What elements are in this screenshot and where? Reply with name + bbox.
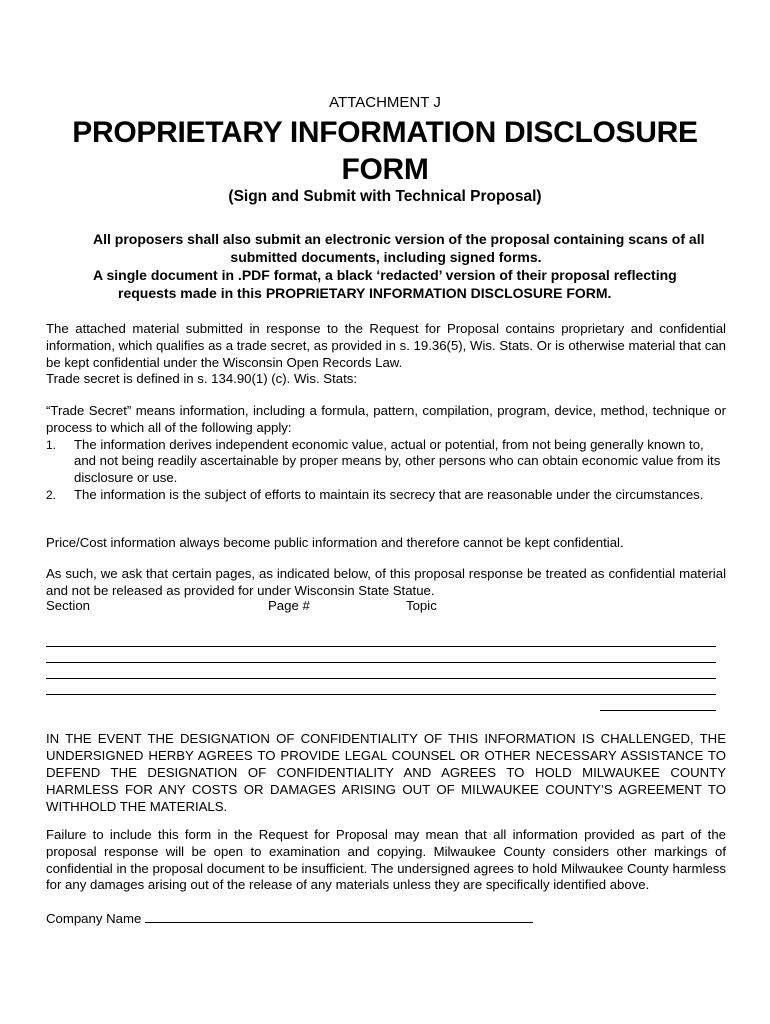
trade-secret-line: Trade secret is defined in s. 134.90(1) (c). Wis. Stats: [46,371,358,387]
entry-line-4[interactable] [46,694,716,695]
column-page: Page # [268,598,310,613]
company-name-field[interactable] [145,910,533,923]
entry-line-1[interactable] [46,646,716,647]
notice-line-3: A single document in .PDF format, a black ‘redacted’ version of their proposal reflecting [93,267,677,283]
list-item [46,437,726,487]
column-topic: Topic [406,598,437,613]
list-item-number: 2. [46,487,57,502]
list-item [46,487,726,504]
entry-line-3[interactable] [46,678,716,679]
form-title: PROPRIETARY INFORMATION DISCLOSURE FORM [72,116,698,186]
price-cost-note: Price/Cost information always become public information and therefore cannot be kept confidential. [46,535,624,550]
notice-line-1: All proposers shall also submit an electronic version of the proposal containing scans of all [93,231,705,247]
confidential-request: As such, we ask that certain pages, as indicated below, of this proposal response be treated as confidential material and not be released as provided for under Wisconsin State Statue. [46,566,726,598]
list-item-text: The information is the subject of efforts to maintain its secrecy that are reasonable under the circumstances. [74,486,704,502]
list-item-text: The information derives independent economic value, actual or potential, from not being generally known to, and not being readily ascertainable by proper means by, other persons who can obtain economic value from its disclosure or use. [74,436,721,486]
entry-line-5[interactable] [600,710,716,711]
intro-block [46,321,726,388]
legal-notice: IN THE EVENT THE DESIGNATION OF CONFIDENTIALITY OF THIS INFORMATION IS CHALLENGED, THE UNDERSIGNED HERBY AGREES TO PROVIDE LEGAL COUNSEL OR OTHER NECESSARY ASSISTANCE TO DEFEND THE DESIGNATION OF CONFIDENTIALITY AND AGREES TO HOLD MILWAUKEE COUNTY HARMLESS FOR ANY COSTS OR DAMAGES ARISING OUT OF MILWAUKEE COUNTY’S AGREEMENT TO WITHHOLD THE MATERIALS. [46,731,726,814]
column-headers [46,598,726,616]
definition-lead: “Trade Secret” means information, including a formula, pattern, compilation, program, device, method, technique or process to which all of the following apply: [46,403,726,435]
notice-line-4: requests made in this PROPRIETARY INFORMATION DISCLOSURE FORM. [118,285,612,301]
list-item-number: 1. [46,437,57,452]
column-section: Section [46,598,90,613]
notice-line-2: submitted documents, including signed forms. [230,249,542,265]
entry-line-2[interactable] [46,662,716,663]
failure-notice: Failure to include this form in the Request for Proposal may mean that all information provided as part of the proposal response will be open to examination and copying. Milwaukee County considers other markings of confidential in the proposal document to be insufficient. The undersigned agrees to hold Milwaukee County harmless for any damages arising out of the release of any materials unless they are specifically identified above. [46,827,726,893]
company-name-label: Company Name [46,911,142,926]
intro-paragraph: The attached material submitted in response to the Request for Proposal contains proprietary and confidential information, which qualifies as a trade secret, as provided in s. 19.36(5), Wis. Stats. Or is otherwise material that can be kept confidential under the Wisconsin Open Records Law. [46,321,726,370]
submission-notice [46,230,726,302]
attachment-label: ATTACHMENT J [329,94,441,111]
form-subtitle: (Sign and Submit with Technical Proposal) [228,188,542,205]
company-name-row [46,910,533,926]
definition-block [46,403,726,504]
definition-list [46,437,726,504]
